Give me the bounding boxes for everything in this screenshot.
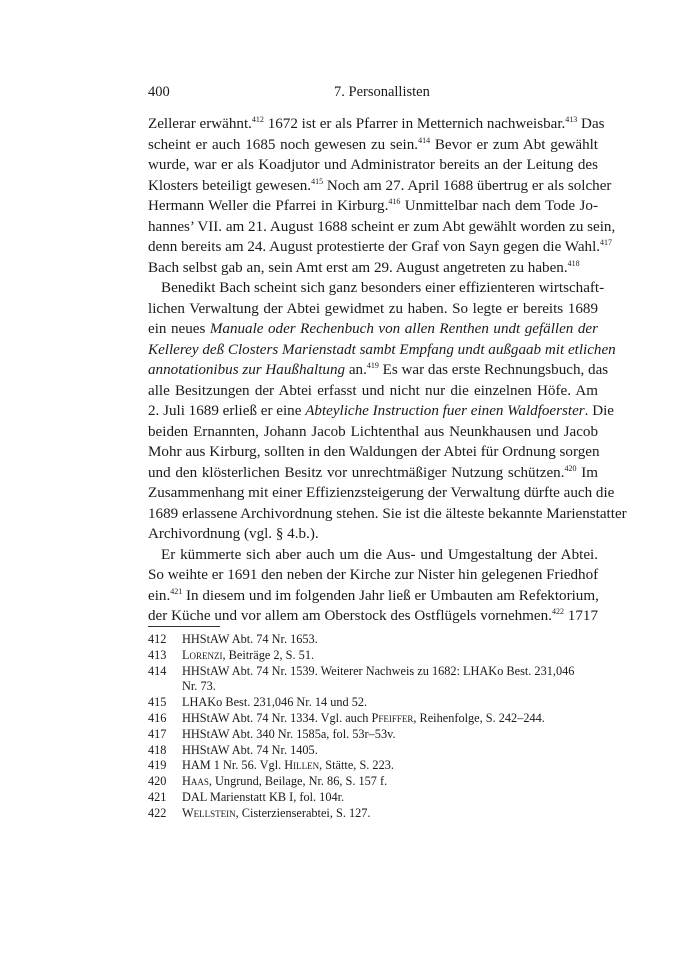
footnote-ref[interactable]: 412	[251, 115, 264, 124]
text-line: ein.$^{421}$ In diesem und im folgenden Jahr ließ er Umbauten am Refektorium,	[148, 586, 599, 604]
footnote-number: 419	[148, 758, 167, 773]
footnote-ref[interactable]: 416	[388, 197, 401, 206]
author-name: Lorenzi	[182, 647, 223, 662]
footnote-ref[interactable]: 422	[551, 607, 564, 616]
footnote: 422 Wellstein, Cisterzienserabtei, S. 127.	[148, 805, 371, 820]
footnote: 420 Haas, Ungrund, Beilage, Nr. 86, S. 157 f.	[148, 774, 388, 789]
text-line: Mohr aus Kirburg, sollten in den Waldungen der Abtei für Ordnung sorgen	[148, 444, 600, 460]
footnote-number: 418	[148, 742, 167, 757]
italic-title: annotationibus zur Haußhaltung	[148, 362, 346, 378]
footnote: 413 Lorenzi, Beiträge 2, S. 51.	[148, 647, 315, 662]
text-line: Bach selbst gab an, sein Amt erst am 29. August angetreten zu haben.$^{418}$	[148, 258, 580, 276]
footnote-ref[interactable]: 420	[564, 463, 577, 473]
text-line: Archivordnung (vgl. § 4.b.).	[148, 526, 319, 542]
footnote-number: 422	[148, 805, 167, 820]
text-line: Zusammenhang mit einer Effizienzsteigerung der Verwaltung dürfte auch die	[148, 485, 615, 501]
text-line: So weihte er 1691 den neben der Kirche zur Nister hin gelegenen Friedhof	[148, 567, 599, 583]
paragraph	[148, 114, 616, 278]
text-line: Benedikt Bach scheint sich ganz besonders einer effizienteren wirtschaft-	[161, 280, 605, 296]
text-line: scheint er auch 1685 noch gewesen zu sein.$^{414}$ Bevor er zum Abt gewählt	[148, 135, 598, 153]
footnote-number: 414	[148, 663, 167, 678]
footnote: 416 HHStAW Abt. 74 Nr. 1334. Vgl. auch Pfeiffer, Reihenfolge, S. 242–244.	[148, 710, 545, 725]
footnote: 421 DAL Marienstatt KB I, fol. 104r.	[148, 789, 345, 804]
footnote-separator	[148, 626, 220, 627]
footnote: 414 HHStAW Abt. 74 Nr. 1539. Weiterer Nachweis zu 1682: LHAKo Best. 231,046 Nr. 73.	[148, 663, 575, 694]
text-line: der Küche und vor allem am Oberstock des Ostflügels vornehmen.$^{422}$ 1717	[148, 607, 598, 624]
text-line	[148, 340, 616, 361]
author-name: Hillen	[284, 758, 320, 773]
text-line: annotationibus zur Haußhaltung an.$^{419}$ Es war das erste Rechnungsbuch, das	[148, 361, 609, 378]
author-name: Haas	[182, 774, 209, 789]
italic-title: Kellerey deß Closters Marienstadt sambt Empfang undt außgaab mit etlichen	[148, 341, 616, 358]
author-name: Pfeiffer	[371, 710, 414, 725]
paragraph	[148, 278, 627, 545]
footnote: 418 HHStAW Abt. 74 Nr. 1405.	[148, 742, 318, 757]
footnote-number: 416	[148, 710, 167, 725]
footnote-ref[interactable]: 415	[311, 176, 324, 186]
footnote-number: 421	[148, 789, 167, 804]
running-head: 7. Personallisten	[334, 84, 430, 100]
footnote: 417 HHStAW Abt. 340 Nr. 1585a, fol. 53r–53v.	[148, 726, 396, 741]
text-line: Er kümmerte sich aber auch um die Aus- und Umgestaltung der Abtei.	[161, 546, 598, 563]
footnote-ref[interactable]: 417	[600, 238, 613, 247]
text-line: 1689 erlassene Archivordnung stehen. Sie ist die älteste bekannte Marienstatter	[148, 505, 627, 522]
footnote-ref[interactable]: 421	[170, 586, 183, 596]
footnote-number: 420	[148, 774, 167, 789]
text-line: Hermann Weller die Pfarrei in Kirburg.$^{416}$ Unmittelbar nach dem Tode Jo-	[148, 197, 598, 214]
text-line: und den klösterlichen Besitz vor unrechtmäßiger Nutzung schützen.$^{420}$ Im	[148, 463, 598, 481]
text-line: ein neues Manuale oder Rechenbuch von allen Renthen undt gefällen der	[148, 321, 598, 337]
text-line: beiden Ernannten, Johann Jacob Lichtenthal aus Neunkhausen und Jacob	[148, 423, 598, 440]
text-line: denn bereits am 24. August protestierte der Graf von Sayn gegen die Wahl.$^{417}$	[148, 238, 613, 255]
page-header	[148, 84, 598, 104]
text-line: wurde, war er als Koadjutor und Administrator bereits an der Leitung des	[148, 157, 598, 173]
text-line: lichen Verwaltung der Abtei gewidmet zu haben. So legte er bereits 1689	[148, 300, 598, 317]
text-line: hannes’ VII. am 21. August 1688 scheint er zum Abt gewählt worden zu sein,	[148, 218, 616, 235]
footnote-number: 413	[148, 647, 167, 662]
footnote-number: 415	[148, 695, 167, 710]
paragraph	[148, 545, 598, 627]
footnote-ref[interactable]: 418	[567, 258, 580, 268]
text-line: Klosters beteiligt gewesen.$^{415}$ Noch am 27. April 1688 übertrug er als solcher	[148, 176, 612, 194]
footnote-number: 417	[148, 726, 167, 741]
text-line: alle Besitzungen der Abtei erfasst und nicht nur die einzelnen Höfe. Am	[148, 382, 598, 399]
italic-title: Abteyliche Instruction fuer einen Waldfoerster	[305, 403, 585, 419]
footnote-list	[148, 632, 598, 822]
footnote-number: 412	[148, 632, 167, 646]
footnote: 412 HHStAW Abt. 74 Nr. 1653.	[148, 632, 318, 646]
footnote-ref[interactable]: 413	[565, 115, 578, 124]
footnote-ref[interactable]: 419	[366, 361, 379, 370]
footnote: 415 LHAKo Best. 231,046 Nr. 14 und 52.	[148, 695, 368, 710]
page-number: 400	[148, 84, 170, 100]
author-name: Wellstein	[182, 805, 236, 820]
footnote-ref[interactable]: 414	[418, 135, 431, 145]
footnote: 419 HAM 1 Nr. 56. Vgl. Hillen, Stätte, S. 223.	[148, 758, 394, 773]
italic-title: Manuale oder Rechenbuch von allen Renthen undt gefällen der	[209, 321, 598, 337]
text-line: 2. Juli 1689 erließ er eine Abteyliche Instruction fuer einen Waldfoerster. Die	[148, 403, 614, 419]
text-line: Zellerar erwähnt.$^{412}$ 1672 ist er als Pfarrer in Metternich nachweisbar.$^{413}$ Das	[148, 115, 605, 132]
body-text	[148, 114, 627, 627]
